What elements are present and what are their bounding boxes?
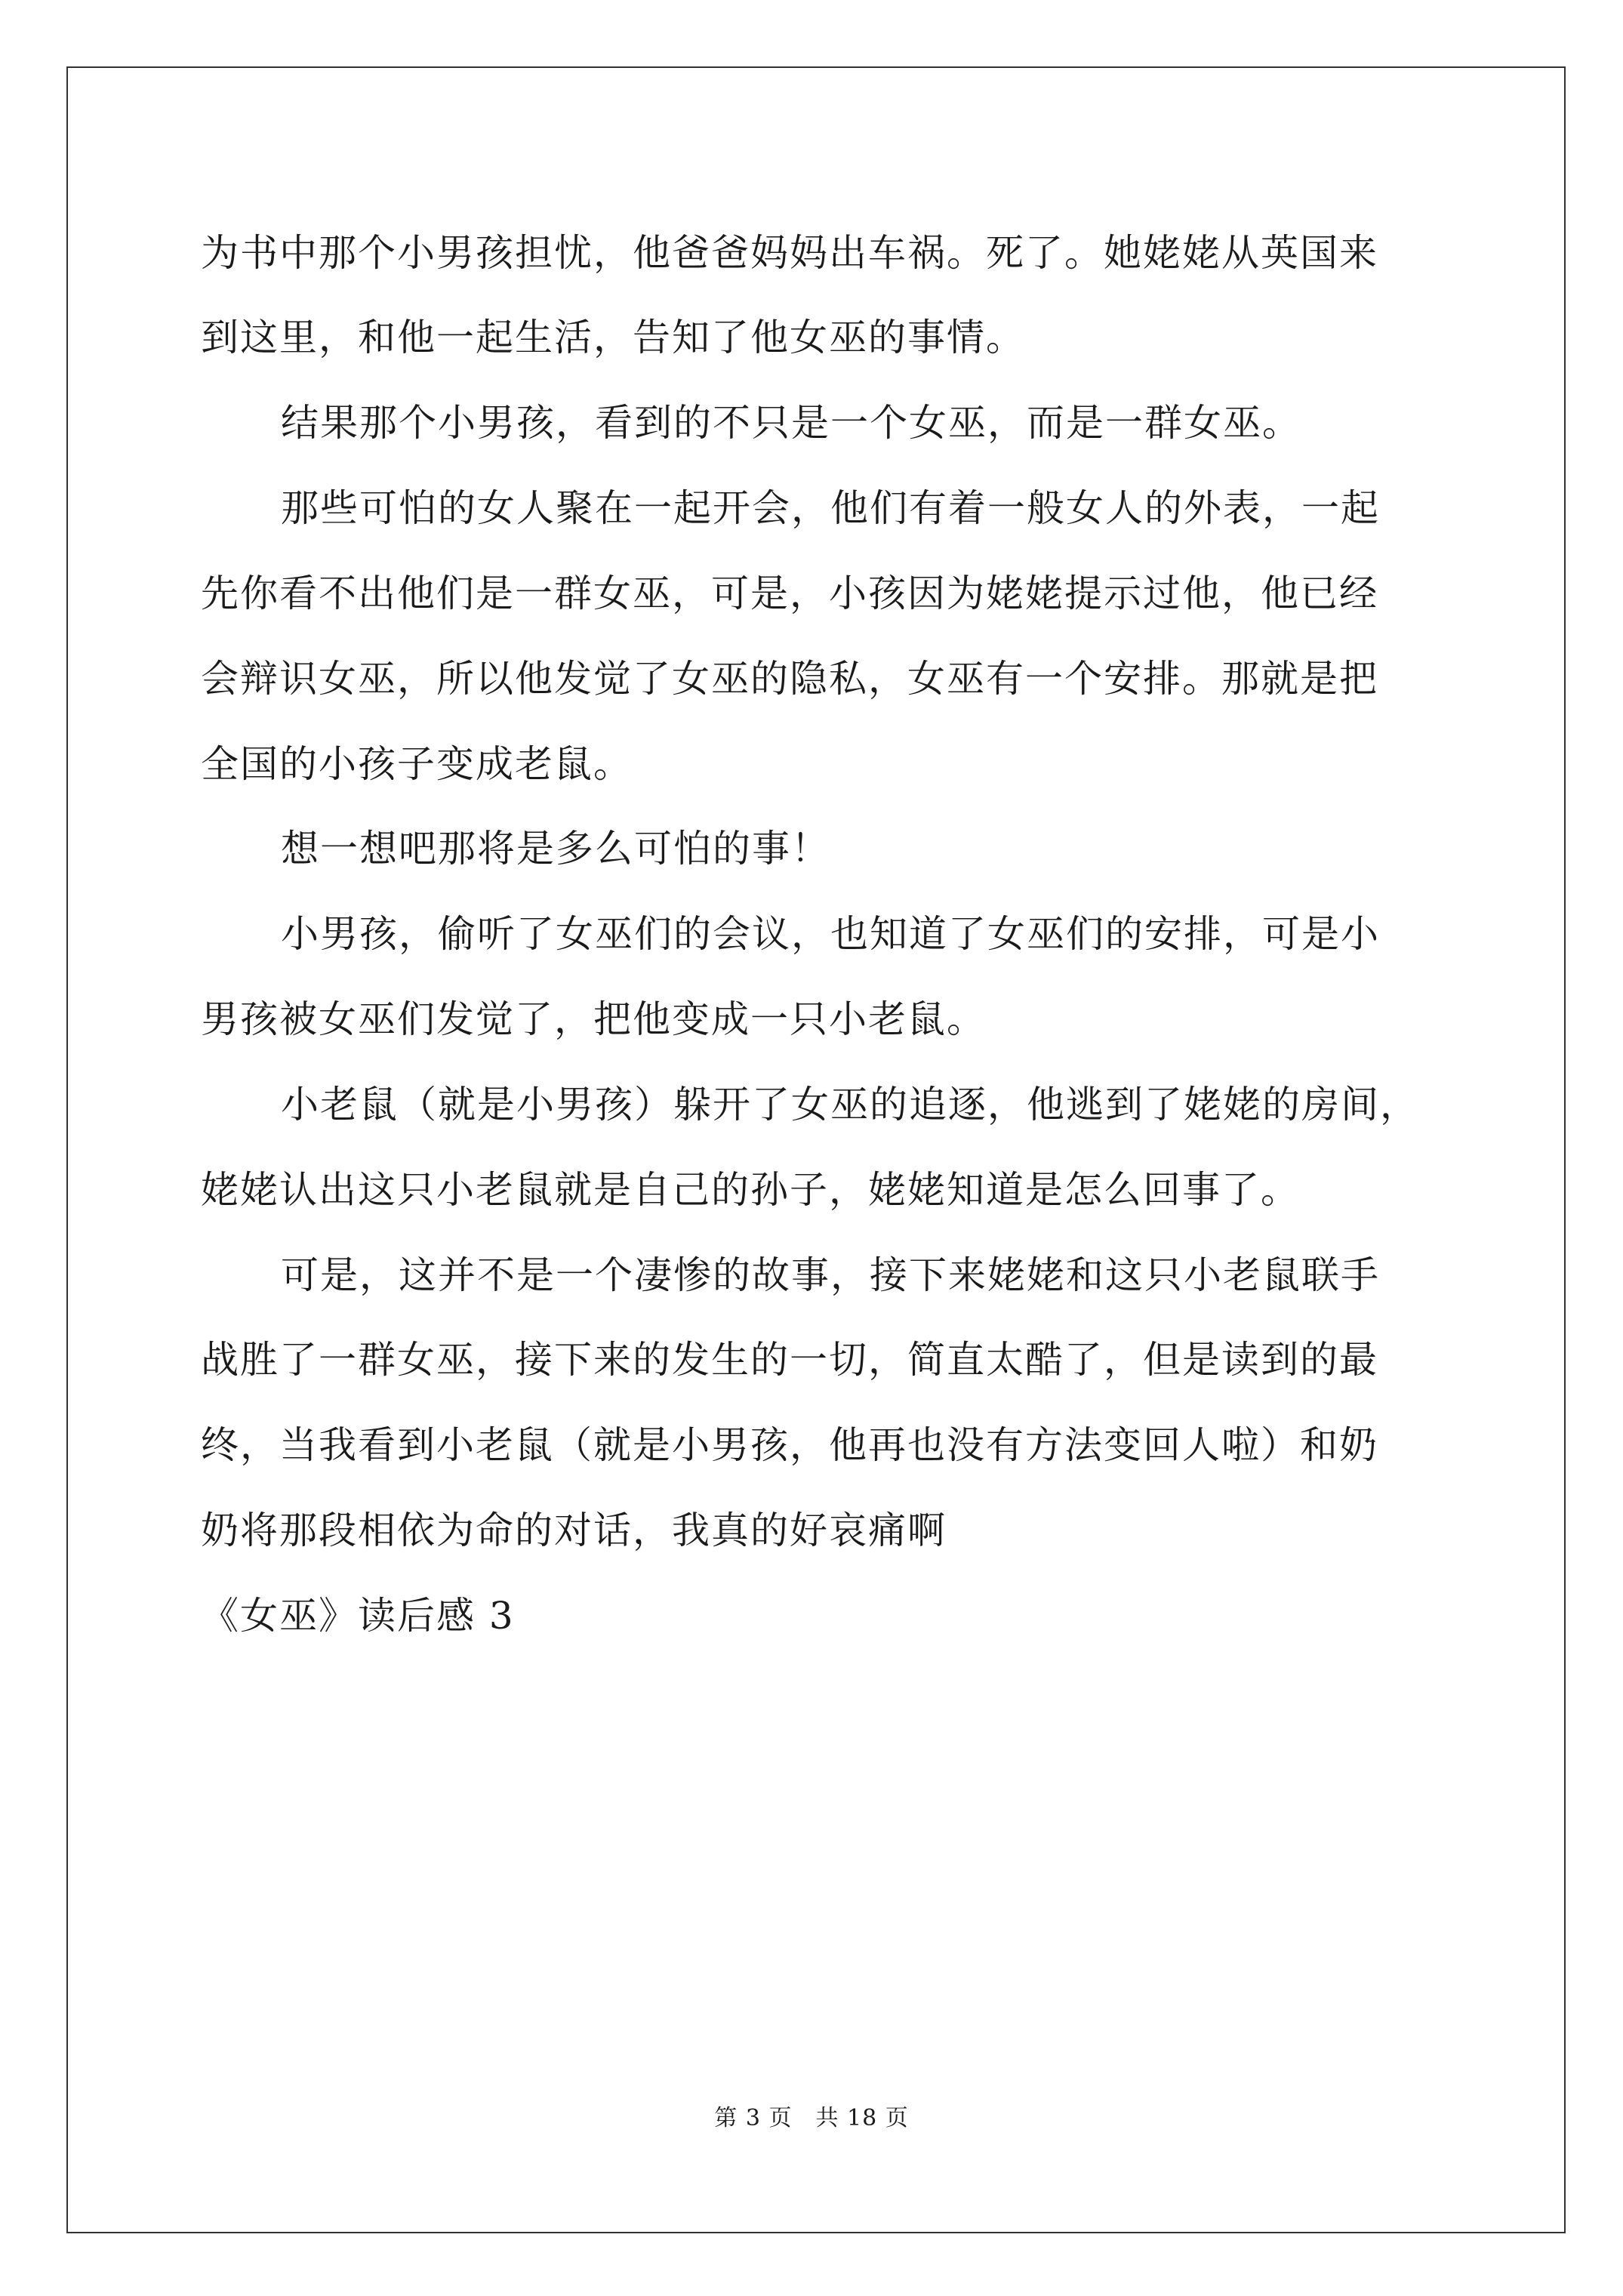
body-line: 男孩被女巫们发觉了，把他变成一只小老鼠。 (201, 997, 986, 1041)
body-line: 先你看不出他们是一群女巫，可是，小孩因为姥姥提示过他，他已经 (201, 572, 1378, 615)
body-line: 终，当我看到小老鼠（就是小男孩，他再也没有方法变回人啦）和奶 (201, 1423, 1378, 1467)
body-line: 全国的小孩子变成老鼠。 (201, 742, 633, 786)
paragraph-line: 小老鼠（就是小男孩）躲开了女巫的追逐，他逃到了姥姥的房间， (281, 1083, 1419, 1126)
paragraph-line: 结果那个小男孩，看到的不只是一个女巫，而是一群女巫。 (281, 401, 1301, 445)
paragraph-line: 想一想吧那将是多么可怕的事！ (281, 827, 830, 871)
paragraph-line: 可是，这并不是一个凄惨的故事，接下来姥姥和这只小老鼠联手 (281, 1253, 1380, 1297)
body-line: 奶将那段相依为命的对话，我真的好哀痛啊 (201, 1509, 947, 1552)
body-line: 战胜了一群女巫，接下来的发生的一切，简直太酷了，但是读到的最 (201, 1338, 1378, 1382)
body-line: 会辩识女巫，所以他发觉了女巫的隐私，女巫有一个安排。那就是把 (201, 657, 1378, 701)
paragraph-line: 那些可怕的女人聚在一起开会，他们有着一般女人的外表，一起 (281, 486, 1380, 530)
body-line: 为书中那个小男孩担忧，他爸爸妈妈出车祸。死了。她姥姥从英国来 (201, 231, 1378, 275)
paragraph-line: 小男孩，偷听了女巫们的会议，也知道了女巫们的安排，可是小 (281, 912, 1380, 956)
section-heading: 《女巫》读后感 3 (201, 1594, 515, 1638)
body-line: 到这里，和他一起生活，告知了他女巫的事情。 (201, 316, 1025, 359)
page-footer: 第 3 页 共 18 页 (714, 2105, 909, 2131)
body-line: 姥姥认出这只小老鼠就是自己的孙子，姥姥知道是怎么回事了。 (201, 1168, 1300, 1212)
page-border (66, 66, 1566, 2233)
